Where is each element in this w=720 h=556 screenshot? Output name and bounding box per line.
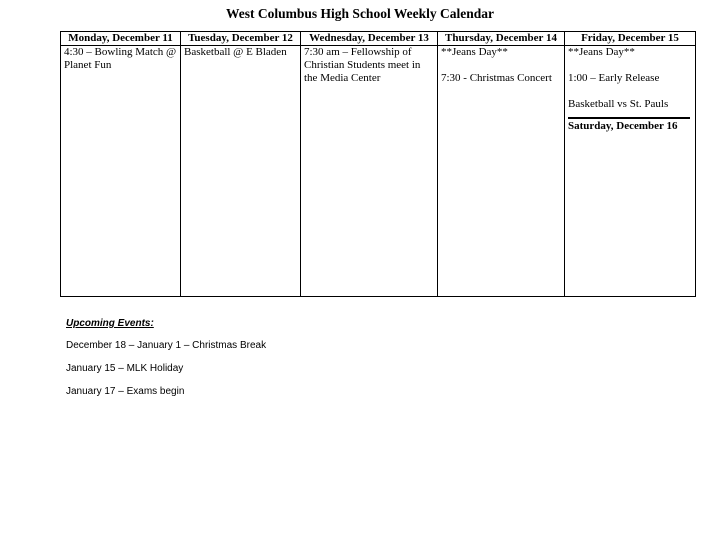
event-item: Basketball vs St. Pauls <box>568 98 669 110</box>
saturday-divider <box>568 117 690 119</box>
day-header-saturday: Saturday, December 16 <box>568 120 678 132</box>
upcoming-event-item: December 18 – January 1 – Christmas Break <box>66 340 267 351</box>
event-item: 1:00 – Early Release <box>568 72 660 84</box>
event-item: **Jeans Day** <box>441 46 508 58</box>
event-item: 7:30 am – Fellowship of Christian Students meet in the Media Center <box>304 46 421 84</box>
header-row <box>61 32 696 46</box>
upcoming-events-section <box>66 318 266 409</box>
day-header-thursday: Thursday, December 14 <box>438 32 565 46</box>
upcoming-event-item: January 15 – MLK Holiday <box>66 363 184 374</box>
event-item: Basketball @ E Bladen <box>184 46 287 58</box>
event-item: 4:30 – Bowling Match @ Planet Fun <box>64 46 177 71</box>
event-item: 7:30 - Christmas Concert <box>441 72 552 84</box>
day-cell-wednesday <box>301 46 438 297</box>
day-header-tuesday: Tuesday, December 12 <box>181 32 301 46</box>
events-row <box>61 46 696 297</box>
day-cell-thursday <box>438 46 565 297</box>
day-cell-tuesday <box>181 46 301 297</box>
calendar-title: West Columbus High School Weekly Calendar <box>226 6 494 21</box>
event-item: **Jeans Day** <box>568 46 635 58</box>
upcoming-events-heading: Upcoming Events: <box>66 318 154 329</box>
day-cell-friday <box>565 46 696 297</box>
day-cell-monday <box>61 46 181 297</box>
day-header-wednesday: Wednesday, December 13 <box>301 32 438 46</box>
weekly-calendar-table <box>60 31 696 297</box>
day-header-monday: Monday, December 11 <box>61 32 181 46</box>
day-header-friday: Friday, December 15 <box>565 32 696 46</box>
upcoming-event-item: January 17 – Exams begin <box>66 386 185 397</box>
